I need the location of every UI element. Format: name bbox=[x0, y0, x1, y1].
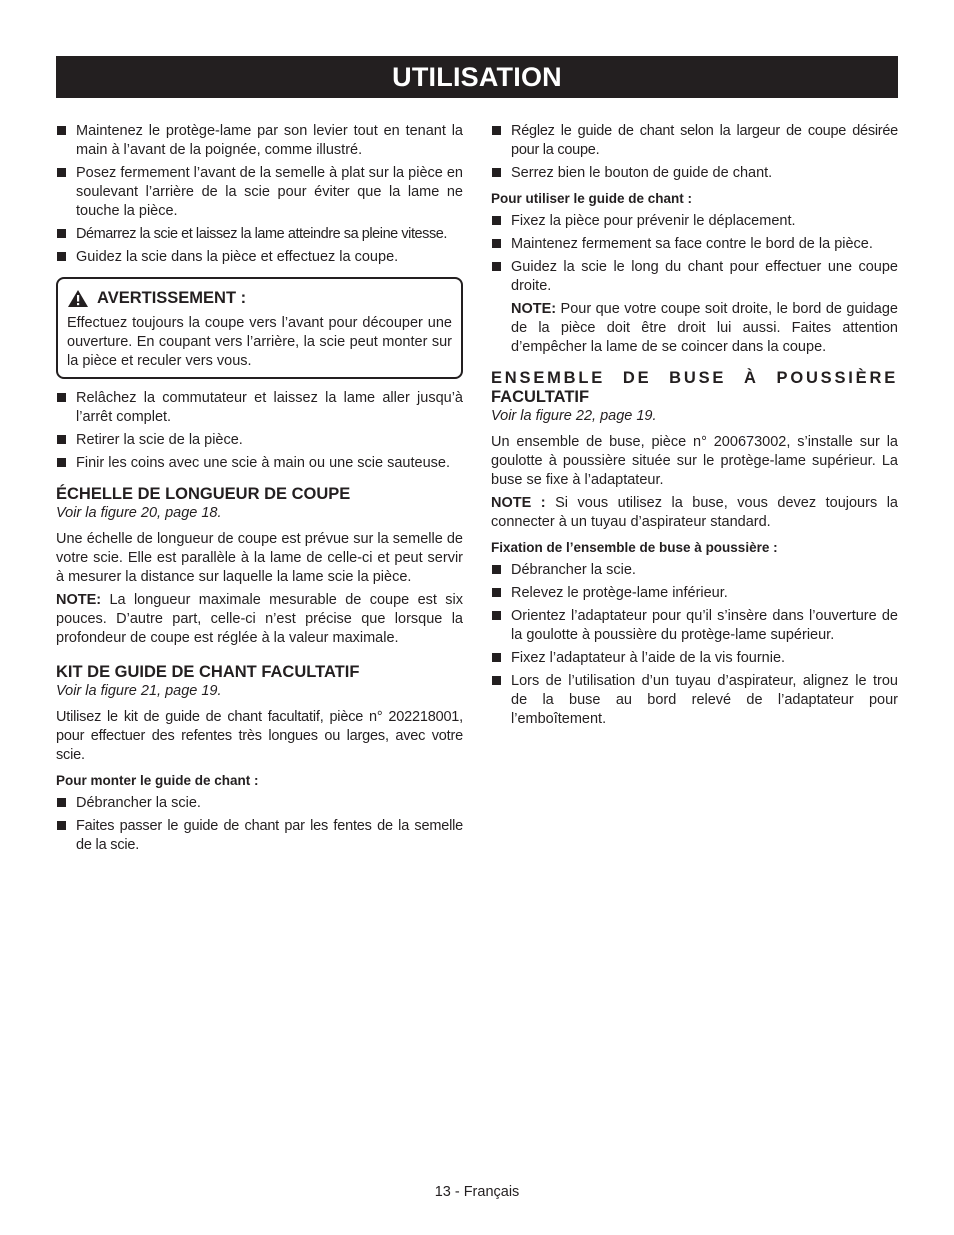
section-heading-cut-length: ÉCHELLE DE LONGUEUR DE COUPE bbox=[56, 485, 351, 503]
square-bullet-icon bbox=[57, 798, 66, 807]
paragraph: Utilisez le kit de guide de chant facultatif, pièce n° 202218001, pour effectuer des refentes très longues ou larges, avec votre scie. bbox=[56, 709, 463, 763]
square-bullet-icon bbox=[492, 653, 501, 662]
list-item: Fixez la pièce pour prévenir le déplacement. bbox=[491, 212, 898, 231]
list-item: Relevez le protège-lame inférieur. bbox=[491, 584, 898, 603]
paragraph: Un ensemble de buse, pièce n° 200673002, s’installe sur la goulotte à poussière située sur le protège-lame supérieur. La buse se fixe à l’adaptateur. bbox=[491, 434, 898, 488]
note-paragraph: NOTE : Si vous utilisez la buse, vous devez toujours la connecter à un tuyau d’aspirateur standard. bbox=[491, 495, 898, 530]
operation-steps-list bbox=[56, 122, 463, 267]
square-bullet-icon bbox=[57, 393, 66, 402]
list-item: Réglez le guide de chant selon la largeur de coupe désirée pour la coupe. bbox=[491, 122, 898, 160]
warning-title: AVERTISSEMENT : bbox=[97, 289, 247, 307]
list-item: Guidez la scie dans la pièce et effectuez la coupe. bbox=[56, 248, 463, 267]
square-bullet-icon bbox=[492, 262, 501, 271]
square-bullet-icon bbox=[57, 252, 66, 261]
paragraph: Une échelle de longueur de coupe est prévue sur la semelle de votre scie. Elle est parallèle à la lame de celle-ci et peut servir à mesurer la distance sur laquelle la lame scie la pièce. bbox=[56, 531, 463, 585]
attach-nozzle-list bbox=[491, 561, 898, 729]
finish-steps-list bbox=[56, 389, 463, 473]
list-item: Relâchez la commutateur et laissez la lame aller jusqu’à l’arrêt complet. bbox=[56, 389, 463, 427]
list-item: Guidez la scie le long du chant pour effectuer une coupe droite. bbox=[491, 258, 898, 296]
list-item: Posez fermement l’avant de la semelle à plat sur la pièce en soulevant l’arrière de la scie pour éviter que la lame ne touche la pièce. bbox=[56, 164, 463, 221]
warning-box bbox=[56, 277, 463, 379]
subheading-use-guide: Pour utiliser le guide de chant : bbox=[491, 191, 693, 206]
warning-header bbox=[67, 289, 452, 308]
section-heading-edge-guide: KIT DE GUIDE DE CHANT FACULTATIF bbox=[56, 663, 360, 681]
square-bullet-icon bbox=[492, 611, 501, 620]
list-item: Maintenez le protège-lame par son levier tout en tenant la main à l’avant de la poignée, comme illustré. bbox=[56, 122, 463, 160]
note-label: NOTE: bbox=[56, 592, 102, 608]
list-item: Faites passer le guide de chant par les fentes de la semelle de la scie. bbox=[56, 817, 463, 855]
square-bullet-icon bbox=[492, 168, 501, 177]
list-item: Orientez l’adaptateur pour qu’il s’insère dans l’ouverture de la goulotte à poussière du protège-lame supérieur. bbox=[491, 607, 898, 645]
square-bullet-icon bbox=[492, 216, 501, 225]
mount-guide-list bbox=[56, 794, 463, 855]
use-guide-list bbox=[491, 212, 898, 296]
square-bullet-icon bbox=[492, 565, 501, 574]
page-number: 13 - Français bbox=[434, 1184, 520, 1200]
list-item: Débrancher la scie. bbox=[491, 561, 898, 580]
right-column bbox=[491, 122, 898, 733]
section-heading-dust-nozzle: ENSEMBLE DE BUSE À POUSSIÈRE bbox=[491, 369, 898, 387]
square-bullet-icon bbox=[57, 126, 66, 135]
note-label: NOTE : bbox=[491, 495, 546, 511]
square-bullet-icon bbox=[57, 229, 66, 238]
note-paragraph: NOTE: La longueur maximale mesurable de coupe est six pouces. D’autre part, celle-ci n’est précise que lorsque la profondeur de coupe est réglée à la valeur maximale. bbox=[56, 592, 463, 646]
list-item: Fixez l’adaptateur à l’aide de la vis fournie. bbox=[491, 649, 898, 668]
square-bullet-icon bbox=[57, 821, 66, 830]
list-item: Débrancher la scie. bbox=[56, 794, 463, 813]
left-column bbox=[56, 122, 463, 859]
figure-reference: Voir la figure 20, page 18. bbox=[56, 505, 222, 521]
list-item: Finir les coins avec une scie à main ou une scie sauteuse. bbox=[56, 454, 463, 473]
section-heading-dust-nozzle-line2: FACULTATIF bbox=[491, 388, 590, 406]
note-paragraph: NOTE: Pour que votre coupe soit droite, le bord de guidage de la pièce doit être droit lui aussi. Faites attention d’empêcher la lame de se coincer dans la coupe. bbox=[511, 301, 898, 355]
list-item: Maintenez fermement sa face contre le bord de la pièce. bbox=[491, 235, 898, 254]
page-title: UTILISATION bbox=[56, 56, 898, 98]
note-label: NOTE: bbox=[511, 301, 557, 317]
figure-reference: Voir la figure 21, page 19. bbox=[56, 683, 222, 699]
figure-reference: Voir la figure 22, page 19. bbox=[491, 408, 657, 424]
square-bullet-icon bbox=[492, 588, 501, 597]
list-item: Serrez bien le bouton de guide de chant. bbox=[491, 164, 898, 183]
square-bullet-icon bbox=[57, 458, 66, 467]
guide-adjust-list bbox=[491, 122, 898, 183]
square-bullet-icon bbox=[492, 239, 501, 248]
warning-triangle-icon bbox=[67, 289, 89, 308]
list-item: Démarrez la scie et laissez la lame atteindre sa pleine vitesse. bbox=[56, 225, 463, 244]
warning-text: Effectuez toujours la coupe vers l’avant pour découper une ouverture. En coupant vers l’arrière, la scie peut monter sur la pièce et reculer vers vous. bbox=[67, 315, 452, 369]
square-bullet-icon bbox=[57, 435, 66, 444]
list-item: Lors de l’utilisation d’un tuyau d’aspirateur, alignez le trou de la buse au bord relevé de l’adaptateur pour l’emboîtement. bbox=[491, 672, 898, 729]
square-bullet-icon bbox=[492, 676, 501, 685]
square-bullet-icon bbox=[57, 168, 66, 177]
subheading-attach-nozzle: Fixation de l’ensemble de buse à poussière : bbox=[491, 540, 778, 555]
list-item: Retirer la scie de la pièce. bbox=[56, 431, 463, 450]
subheading-mount-guide: Pour monter le guide de chant : bbox=[56, 773, 259, 788]
square-bullet-icon bbox=[492, 126, 501, 135]
